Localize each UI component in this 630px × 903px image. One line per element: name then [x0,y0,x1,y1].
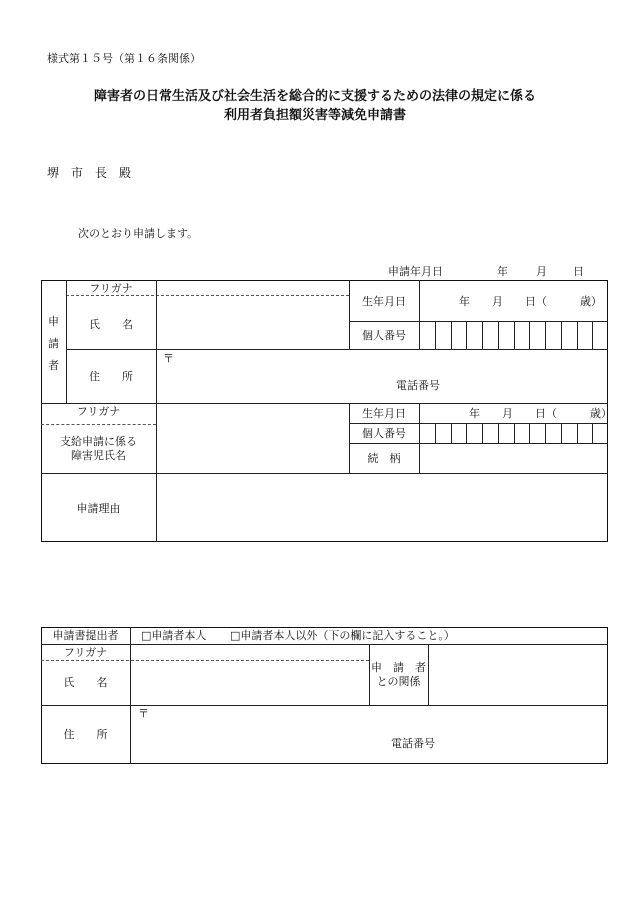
applicant-phone-label: 電話番号 [396,379,440,392]
child-individual-number-field[interactable] [419,423,608,443]
application-date-month: 月 [536,265,547,278]
applicant-side-label-3: 者 [48,359,59,372]
child-relationship-field[interactable] [419,443,608,473]
reason-label: 申請理由 [76,502,121,515]
child-individual-number-label: 個人番号 [362,427,406,440]
child-birthdate-label: 生年月日 [362,407,406,420]
child-relationship-label: 続 柄 [367,452,401,465]
submitter-relationship-label-line-1: 申 請 者 [371,661,426,674]
title-line-2: 利用者負担額災害等減免申請書 [223,108,406,123]
submitter-relationship-field[interactable] [428,645,607,705]
applicant-birthdate-label: 生年月日 [362,295,406,308]
applicant-side-label-1: 申 [48,315,59,328]
child-name-label-line-2: 障害児氏名 [71,449,126,462]
applicant-name-field[interactable] [156,295,349,349]
applicant-birthdate-field[interactable]: 年 月 日（ 歳） [459,295,602,308]
submitter-option-self[interactable]: □申請者本人 [141,629,207,642]
applicant-individual-number-field[interactable] [419,321,608,349]
applicant-side-label-2: 請 [48,337,59,350]
submitter-address-label: 住 所 [63,728,108,741]
applicant-address-field[interactable] [176,351,606,401]
applicant-address-label: 住 所 [89,370,133,383]
submitter-address-field[interactable] [152,707,606,762]
title-line-1: 障害者の日常生活及び社会生活を総合的に支援するための法律の規定に係る [93,89,536,104]
submitter-postal-mark: 〒 [138,707,149,720]
applicant-postal-mark: 〒 [163,352,174,365]
submitter-name-label: 氏 名 [63,676,108,689]
application-date-year: 年 [497,265,508,278]
applicant-furigana-field[interactable] [156,282,349,295]
submitter-label: 申請書提出者 [52,629,119,642]
intro-text: 次のとおり申請します。 [78,227,199,240]
child-name-label-line-1: 支給申請に係る [60,435,137,448]
submitter-furigana-label: フリガナ [63,646,108,659]
applicant-name-label: 氏 名 [89,318,133,331]
form-number: 様式第１５号（第１６条関係） [47,52,201,65]
application-date-label: 申請年月日 [388,265,443,278]
child-furigana-label: フリガナ [76,405,121,418]
submitter-relationship-label-line-2: との関係 [376,675,421,688]
submitter-option-other[interactable]: □申請者本人以外（下の欄に記入すること。） [230,629,455,642]
submitter-phone-label: 電話番号 [391,737,435,750]
child-furigana-divider [41,424,156,425]
reason-field[interactable] [157,474,607,541]
submitter-name-field[interactable] [130,645,369,705]
child-birthdate-field[interactable]: 年 月 日（ 歳） [469,407,612,420]
application-date-day: 日 [573,265,584,278]
applicant-individual-number-label: 個人番号 [362,329,406,342]
child-name-field[interactable] [156,403,349,473]
applicant-furigana-label: フリガナ [89,282,133,295]
addressee: 堺 市 長 殿 [47,166,132,180]
